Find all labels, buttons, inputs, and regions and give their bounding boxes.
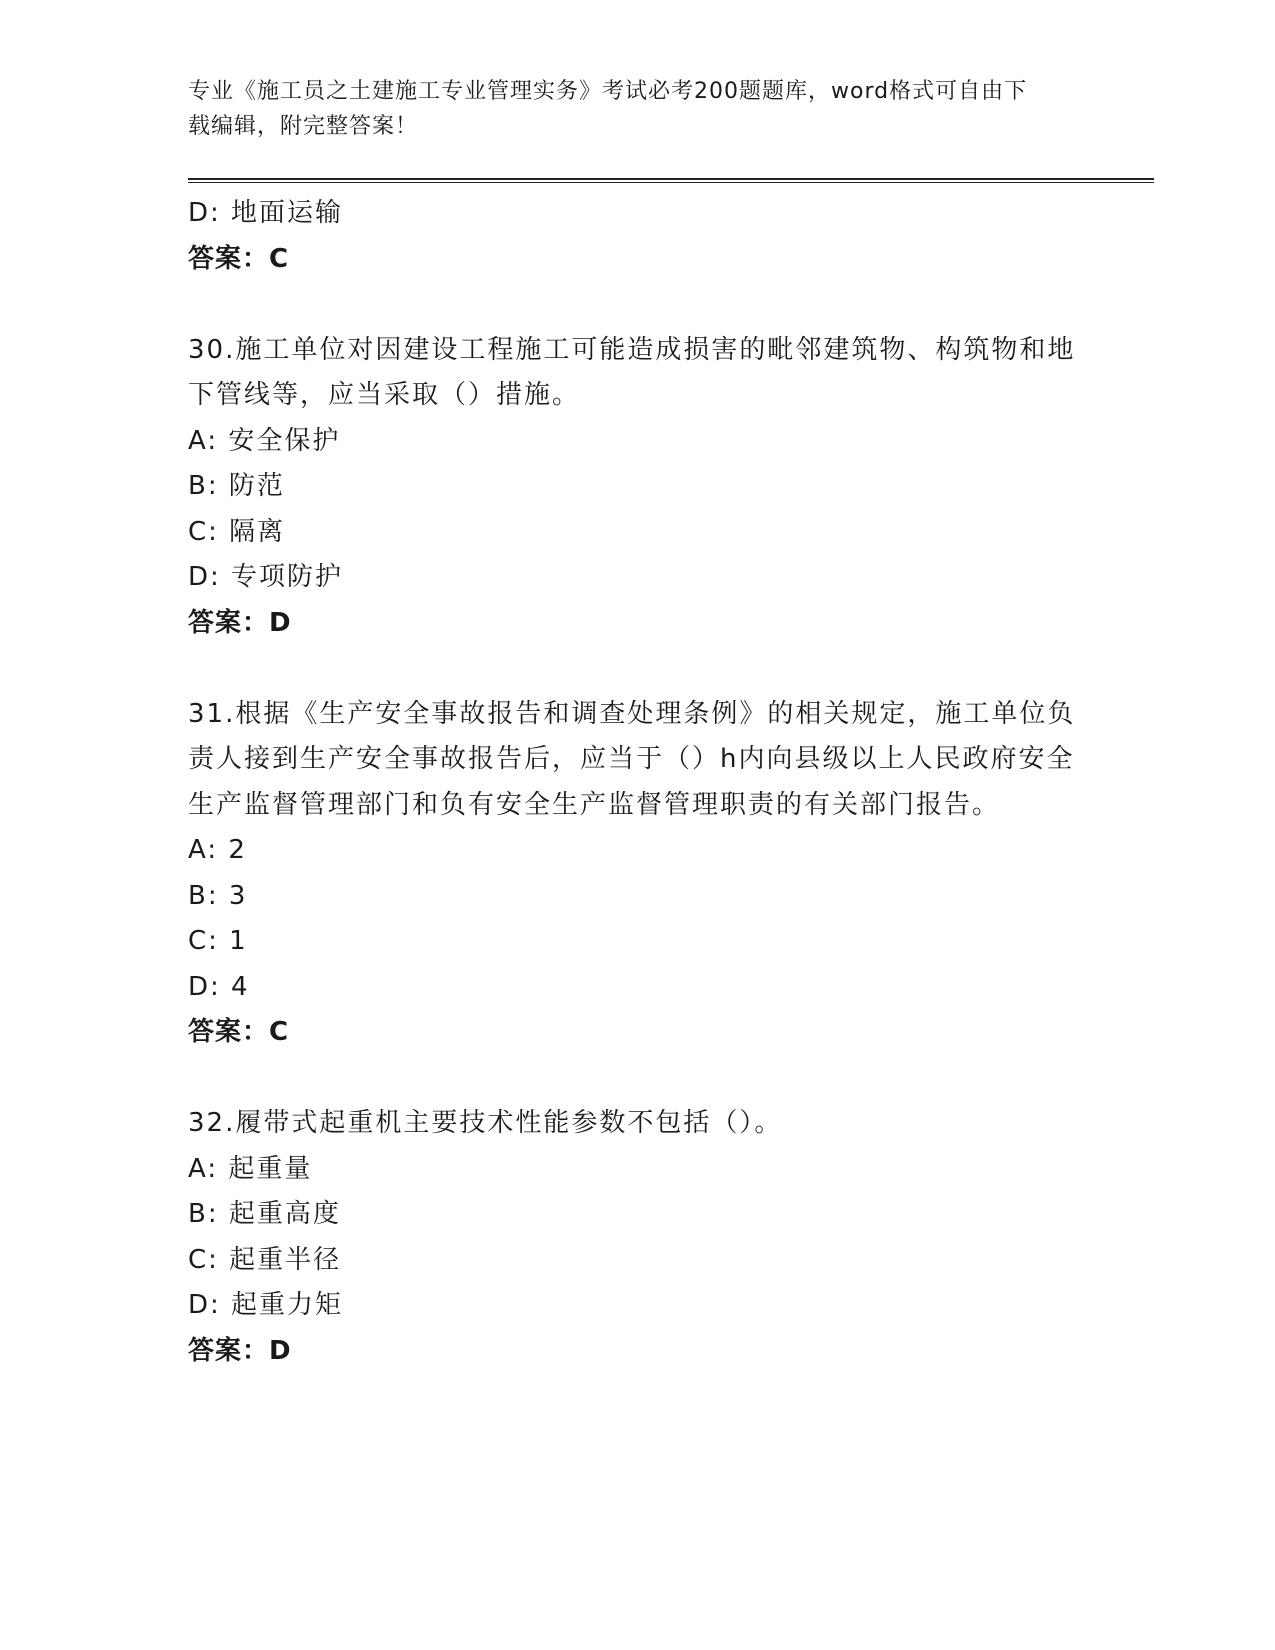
answer: 答案：C [188, 1017, 290, 1047]
option-a: A: 起重量 [188, 1153, 313, 1184]
option-d: D: 4 [188, 971, 250, 1002]
spacer [188, 1056, 1148, 1102]
spacer [188, 282, 1148, 328]
answer: 答案：C [188, 243, 290, 274]
option-c: C: 1 [188, 926, 248, 956]
option-b: B: 防范 [188, 471, 285, 501]
spacer [188, 646, 1148, 692]
option-b: B: 3 [188, 880, 248, 911]
question-32-text: 32.履带式起重机主要技术性能参数不包括（）。 [188, 1108, 783, 1138]
option-a: A: 安全保护 [188, 425, 341, 456]
header-divider [188, 178, 1154, 183]
question-30-text: 30.施工单位对因建设工程施工可能造成损害的毗邻建筑物、构筑物和地下管线等，应当采取（）措施。 [188, 334, 1076, 410]
option-c: C: 隔离 [188, 516, 286, 547]
option-c: C: 起重半径 [188, 1244, 342, 1275]
page-header: 专业《施工员之土建施工专业管理实务》考试必考200题题库，word格式可自由下载编辑，附完整答案！ [188, 79, 1028, 139]
option-a: A: 2 [188, 835, 247, 865]
answer: 答案：D [188, 607, 292, 638]
question-list [188, 191, 1148, 1374]
answer: 答案：D [188, 1335, 292, 1366]
option-d: D: 地面运输 [188, 198, 344, 228]
option-d: D: 起重力矩 [188, 1290, 344, 1320]
question-31-text: 31.根据《生产安全事故报告和调查处理条例》的相关规定，施工单位负责人接到生产安全事故报告后，应当于（）h内向县级以上人民政府安全生产监督管理部门和负有安全生产监督管理职责的有关部门报告。 [188, 698, 1076, 820]
option-b: B: 起重高度 [188, 1199, 341, 1229]
option-d: D: 专项防护 [188, 562, 344, 592]
